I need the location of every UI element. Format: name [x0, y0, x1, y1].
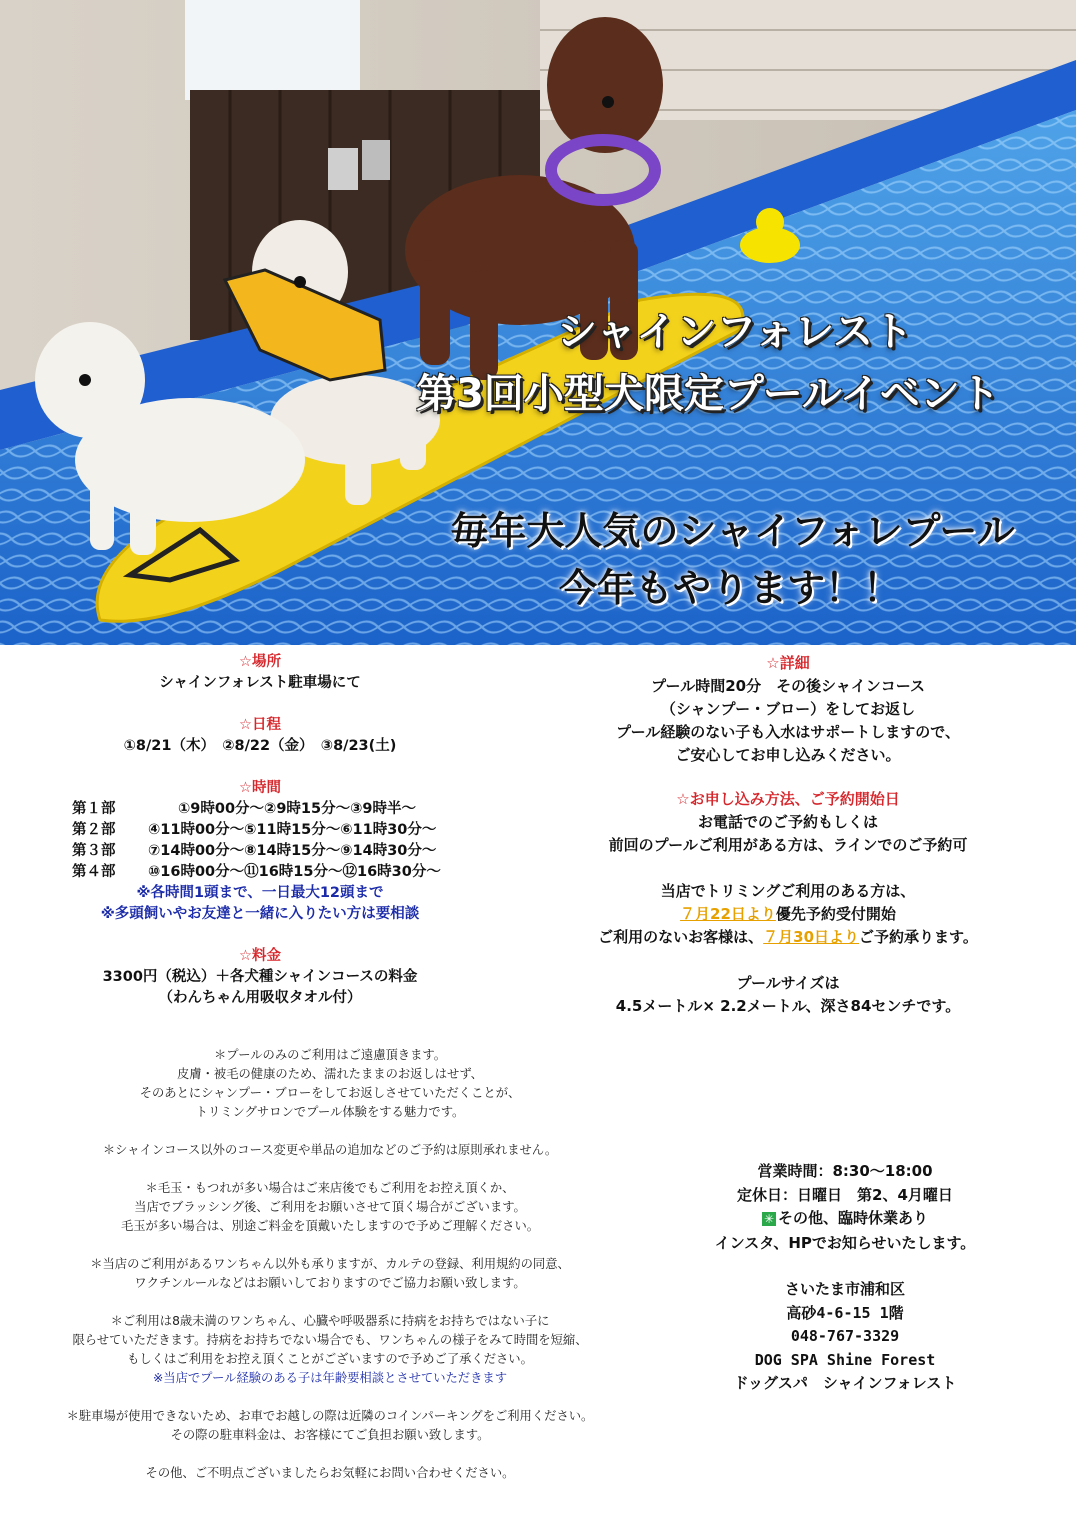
place-section: [60, 652, 460, 694]
note-line-age: ※当店でプール経験のある子は年齢要相談とさせていただきます: [152, 1371, 507, 1385]
general-date-highlight: ７月30日より: [763, 928, 860, 946]
notice-line: インスタ、HPでお知らせいたします。: [714, 1233, 976, 1252]
details-line: プール経験のない子も入水はサポートしますので、: [616, 723, 960, 741]
schedule-part: 第１部: [72, 801, 116, 817]
note-line: もしくはご利用をお控え頂くことがございますので予めご了承ください。: [127, 1352, 533, 1366]
schedule-slots: ④11時00分〜⑤11時15分〜⑥11時30分〜: [148, 822, 437, 838]
note-line: ワクチンルールなどはお願いしておりますのでご協力お願い致します。: [134, 1276, 526, 1290]
booking-line1: お電話でのご予約もしくは: [697, 813, 878, 831]
note-line: ＊ご利用は8歳未満のワンちゃん、心臓や呼吸器系に持病をお持ちではない子に: [110, 1314, 550, 1328]
details-line: プール時間20分 その後シャインコース: [650, 677, 926, 695]
shop-info: [620, 1160, 1070, 1396]
times-section: [60, 778, 460, 925]
temp-closed-text: その他、臨時休業あり: [778, 1209, 929, 1227]
note-line: ＊駐車場が使用できないため、お車でお越しの際は近隣のコインパーキングをご利用ください。: [66, 1409, 594, 1423]
address-street: 高砂4-6-15 1階: [786, 1303, 904, 1322]
priority-text: 優先予約受付開始: [775, 905, 896, 923]
note-line: そのあとにシャンプー・ブローをしてお返しさせていただくことが、: [139, 1086, 521, 1100]
left-info-column: [60, 652, 460, 1030]
priority-date-highlight: ７月22日より: [680, 905, 776, 923]
general-prefix: ご利用のないお客様は、: [598, 928, 764, 946]
dates-section: [60, 715, 460, 757]
times-heading: ☆時間: [239, 780, 281, 796]
booking-heading: ☆お申し込み方法、ご予約開始日: [676, 790, 900, 808]
schedule-table: [60, 799, 460, 883]
temp-closed-line: [620, 1207, 1070, 1232]
schedule-part: 第４部: [72, 864, 116, 880]
note-line: その他、ご不明点ございましたらお気軽にお問い合わせください。: [145, 1466, 515, 1480]
details-heading: ☆詳細: [766, 654, 810, 672]
asterisk-check-icon: ✳: [763, 1212, 775, 1226]
booking-line3: 当店でトリミングご利用のある方は、: [660, 882, 916, 900]
pool-size-section: [548, 972, 1028, 1018]
pool-size-line1: プールサイズは: [736, 974, 840, 992]
business-hours: 営業時間：8:30〜18:00: [757, 1162, 933, 1180]
fee-section: [60, 946, 460, 1009]
right-info-column: [548, 652, 1028, 1039]
shop-name-jp: ドッグスパ シャインフォレスト: [733, 1374, 957, 1392]
note-line: トリミングサロンでプール体験をする魅力です。: [195, 1105, 465, 1119]
note-line: ＊当店のご利用があるワンちゃん以外も承りますが、カルテの登録、利用規約の同意、: [90, 1257, 570, 1271]
note-line: 限らせていただきます。持病をお持ちでない場合でも、ワンちゃんの様子をみて時間を短縮、: [72, 1333, 588, 1347]
schedule-row: [60, 841, 460, 862]
schedule-row: [60, 820, 460, 841]
schedule-part: 第２部: [72, 822, 116, 838]
fee-heading: ☆料金: [239, 948, 281, 964]
place-heading: ☆場所: [239, 654, 281, 670]
event-title-line1: シャインフォレスト: [557, 309, 913, 355]
note-line: ＊プールのみのご利用はご遠慮頂きます。: [213, 1048, 447, 1062]
booking-line5: [548, 926, 1028, 949]
schedule-part: 第３部: [72, 843, 116, 859]
closed-days: 定休日：日曜日 第2、4月曜日: [737, 1185, 953, 1204]
note-line: 当店でブラッシング後、ご利用をお願いさせて頂く場合がございます。: [134, 1200, 526, 1214]
schedule-row: [60, 862, 460, 883]
schedule-slots: ①9時00分〜②9時15分〜③9時半〜: [178, 801, 416, 817]
times-note-limit: ※各時間1頭まで、一日最大12頭まで: [136, 885, 384, 901]
booking-section: [548, 788, 1028, 949]
event-subtitle-line1: 毎年大人気のシャイフォレプール: [450, 509, 1015, 553]
booking-line2: 前回のプールご利用がある方は、ラインでのご予約可: [608, 836, 968, 854]
fee-line1: 3300円（税込）＋各犬種シャインコースの料金: [102, 969, 418, 985]
dates-heading: ☆日程: [239, 717, 281, 733]
hero-photo: [0, 0, 1076, 645]
note-line: 皮膚・被毛の健康のため、濡れたままのお返しはせず、: [177, 1067, 483, 1081]
details-line: （シャンプー・ブロー）をしてお返し: [660, 700, 916, 718]
note-line: ＊毛玉・もつれが多い場合はご来店後でもご利用をお控え頂くか、: [145, 1181, 515, 1195]
note-line: 毛玉が多い場合は、別途ご料金を頂戴いたしますので予めご理解ください。: [120, 1219, 540, 1233]
schedule-row: [60, 799, 460, 820]
pool-size-line2: 4.5メートル× 2.2メートル、深さ84センチです。: [615, 997, 961, 1015]
general-text: ご予約承ります。: [859, 928, 978, 946]
note-line: その際の駐車料金は、お客様にてご負担お願い致します。: [170, 1428, 490, 1442]
shop-name-en: DOG SPA Shine Forest: [754, 1350, 936, 1369]
note-line: ＊シャインコース以外のコース変更や単品の追加などのご予約は原則承れません。: [102, 1143, 558, 1157]
address-city: さいたま市浦和区: [784, 1280, 905, 1298]
schedule-slots: ⑩16時00分〜⑪16時15分〜⑫16時30分〜: [148, 864, 441, 880]
schedule-slots: ⑦14時00分〜⑧14時15分〜⑨14時30分〜: [148, 843, 437, 859]
booking-line4: [548, 903, 1028, 926]
event-title-line2: 第3回小型犬限定プールイベント: [416, 371, 1000, 417]
place-text: シャインフォレスト駐車場にて: [159, 675, 361, 691]
times-note-multi: ※多頭飼いやお友達と一緒に入りたい方は要相談: [100, 906, 420, 922]
event-subtitle-line2: 今年もやります！！: [558, 566, 901, 610]
details-section: [548, 652, 1028, 767]
notes-block: [20, 1046, 640, 1483]
dates-text: ①8/21（木） ②8/22（金） ③8/23(土): [123, 738, 397, 754]
phone-number: 048-767-3329: [790, 1327, 900, 1345]
fee-line2: （わんちゃん用吸収タオル付）: [158, 990, 362, 1006]
details-line: ご安心してお申し込みください。: [675, 746, 901, 764]
